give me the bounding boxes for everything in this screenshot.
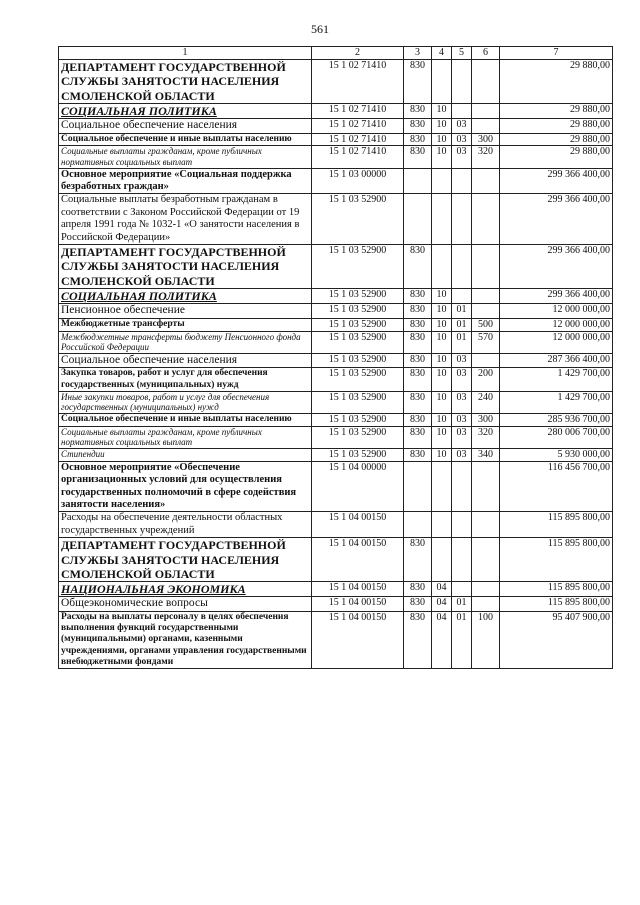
row-gr-cell: 830: [404, 368, 432, 391]
row-name-cell: Основное мероприятие «Обеспечение организационных условий для осуществления государственных полномочий в сфере содействия занятости населения»: [59, 461, 312, 512]
row-rz-cell: 10: [432, 289, 452, 304]
row-pr-cell: [452, 538, 472, 582]
row-vr-cell: [472, 244, 500, 288]
row-gr-cell: 830: [404, 597, 432, 612]
row-sum-cell: 29 880,00: [500, 103, 613, 118]
row-name-cell: СОЦИАЛЬНАЯ ПОЛИТИКА: [59, 289, 312, 304]
row-vr-cell: 570: [472, 331, 500, 353]
table-row: [59, 582, 613, 597]
row-code-cell: 15 1 02 71410: [312, 146, 404, 168]
table-row: [59, 168, 613, 194]
row-rz-cell: 04: [432, 612, 452, 669]
table-row: [59, 391, 613, 413]
row-vr-cell: [472, 461, 500, 512]
row-vr-cell: [472, 194, 500, 245]
table-row: [59, 538, 613, 582]
row-sum-cell: 1 429 700,00: [500, 368, 613, 391]
row-sum-cell: 299 366 400,00: [500, 289, 613, 304]
table-row: [59, 512, 613, 538]
row-code-cell: 15 1 02 71410: [312, 119, 404, 134]
row-rz-cell: 10: [432, 119, 452, 134]
table-row: [59, 146, 613, 168]
row-sum-cell: 1 429 700,00: [500, 391, 613, 413]
row-vr-cell: [472, 168, 500, 194]
row-code-cell: 15 1 04 00000: [312, 461, 404, 512]
row-sum-cell: 29 880,00: [500, 146, 613, 168]
table-row: [59, 194, 613, 245]
row-rz-cell: 10: [432, 304, 452, 319]
table-row: [59, 353, 613, 368]
row-pr-cell: 01: [452, 304, 472, 319]
row-vr-cell: 240: [472, 391, 500, 413]
row-rz-cell: 10: [432, 318, 452, 331]
row-pr-cell: [452, 512, 472, 538]
row-rz-cell: [432, 168, 452, 194]
row-pr-cell: 03: [452, 426, 472, 448]
row-sum-cell: 29 880,00: [500, 119, 613, 134]
row-vr-cell: [472, 304, 500, 319]
column-header: 2: [312, 47, 404, 60]
table-row: [59, 289, 613, 304]
row-gr-cell: 830: [404, 331, 432, 353]
row-code-cell: 15 1 03 52900: [312, 391, 404, 413]
row-code-cell: 15 1 03 52900: [312, 318, 404, 331]
row-gr-cell: 830: [404, 414, 432, 427]
row-rz-cell: 10: [432, 353, 452, 368]
row-code-cell: 15 1 04 00150: [312, 597, 404, 612]
row-pr-cell: 03: [452, 133, 472, 146]
row-pr-cell: [452, 194, 472, 245]
row-name-cell: Пенсионное обеспечение: [59, 304, 312, 319]
column-header: 7: [500, 47, 613, 60]
row-name-cell: Закупка товаров, работ и услуг для обеспечения государственных (муниципальных) нужд: [59, 368, 312, 391]
row-rz-cell: 10: [432, 426, 452, 448]
row-gr-cell: 830: [404, 318, 432, 331]
row-code-cell: 15 1 03 52900: [312, 414, 404, 427]
table-row: [59, 449, 613, 462]
row-code-cell: 15 1 04 00150: [312, 612, 404, 669]
row-code-cell: 15 1 03 52900: [312, 244, 404, 288]
row-rz-cell: [432, 461, 452, 512]
row-name-cell: Общеэкономические вопросы: [59, 597, 312, 612]
table-row: [59, 461, 613, 512]
row-sum-cell: 29 880,00: [500, 133, 613, 146]
row-code-cell: 15 1 03 52900: [312, 289, 404, 304]
page-number: 561: [311, 22, 329, 36]
row-code-cell: 15 1 03 52900: [312, 304, 404, 319]
row-pr-cell: [452, 103, 472, 118]
row-sum-cell: 5 930 000,00: [500, 449, 613, 462]
row-pr-cell: [452, 289, 472, 304]
row-vr-cell: 300: [472, 133, 500, 146]
row-name-cell: Социальные выплаты гражданам, кроме публичных нормативных социальных выплат: [59, 146, 312, 168]
row-gr-cell: 830: [404, 289, 432, 304]
column-header: 3: [404, 47, 432, 60]
row-rz-cell: 10: [432, 331, 452, 353]
row-name-cell: Расходы на обеспечение деятельности областных государственных учреждений: [59, 512, 312, 538]
row-sum-cell: 29 880,00: [500, 59, 613, 103]
row-pr-cell: 03: [452, 414, 472, 427]
row-code-cell: 15 1 04 00150: [312, 582, 404, 597]
row-gr-cell: 830: [404, 426, 432, 448]
row-gr-cell: [404, 168, 432, 194]
row-pr-cell: 03: [452, 146, 472, 168]
row-name-cell: Межбюджетные трансферты: [59, 318, 312, 331]
row-gr-cell: 830: [404, 103, 432, 118]
row-gr-cell: [404, 512, 432, 538]
row-rz-cell: 10: [432, 391, 452, 413]
row-code-cell: 15 1 04 00150: [312, 538, 404, 582]
row-gr-cell: 830: [404, 612, 432, 669]
row-rz-cell: 10: [432, 449, 452, 462]
row-vr-cell: [472, 289, 500, 304]
row-vr-cell: 320: [472, 426, 500, 448]
table-row: [59, 133, 613, 146]
row-name-cell: Расходы на выплаты персоналу в целях обеспечения выполнения функций государственными (муниципальными) органами, казенными учреждениями, органами управления государственными внебюджетными фондами: [59, 612, 312, 669]
column-header-row: [59, 47, 613, 60]
row-sum-cell: 280 006 700,00: [500, 426, 613, 448]
row-vr-cell: [472, 353, 500, 368]
row-sum-cell: 299 366 400,00: [500, 244, 613, 288]
table-row: [59, 612, 613, 669]
row-gr-cell: 830: [404, 304, 432, 319]
row-sum-cell: 95 407 900,00: [500, 612, 613, 669]
row-code-cell: 15 1 03 52900: [312, 194, 404, 245]
column-header: 1: [59, 47, 312, 60]
row-vr-cell: [472, 512, 500, 538]
row-gr-cell: 830: [404, 538, 432, 582]
row-pr-cell: 03: [452, 119, 472, 134]
row-name-cell: Социальное обеспечение населения: [59, 353, 312, 368]
row-rz-cell: [432, 194, 452, 245]
row-pr-cell: 01: [452, 612, 472, 669]
row-code-cell: 15 1 02 71410: [312, 59, 404, 103]
row-rz-cell: 04: [432, 597, 452, 612]
row-gr-cell: 830: [404, 119, 432, 134]
table-row: [59, 331, 613, 353]
row-vr-cell: [472, 597, 500, 612]
column-header: 5: [452, 47, 472, 60]
row-rz-cell: 10: [432, 133, 452, 146]
table-row: [59, 318, 613, 331]
row-name-cell: Социальное обеспечение и иные выплаты населению: [59, 133, 312, 146]
row-pr-cell: 03: [452, 368, 472, 391]
row-rz-cell: 10: [432, 368, 452, 391]
table-row: [59, 426, 613, 448]
row-code-cell: 15 1 03 52900: [312, 331, 404, 353]
row-name-cell: Социальное обеспечение населения: [59, 119, 312, 134]
row-name-cell: Социальные выплаты безработным гражданам в соответствии с Законом Российской Федерации от 19 апреля 1991 года № 1032-1 «О занятости населения в Российской Федерации»: [59, 194, 312, 245]
row-pr-cell: 03: [452, 449, 472, 462]
row-name-cell: СОЦИАЛЬНАЯ ПОЛИТИКА: [59, 103, 312, 118]
column-header: 4: [432, 47, 452, 60]
row-vr-cell: 340: [472, 449, 500, 462]
row-vr-cell: 300: [472, 414, 500, 427]
row-code-cell: 15 1 02 71410: [312, 103, 404, 118]
row-pr-cell: 03: [452, 353, 472, 368]
budget-table: [58, 46, 613, 669]
row-vr-cell: 100: [472, 612, 500, 669]
row-vr-cell: [472, 582, 500, 597]
row-rz-cell: 10: [432, 103, 452, 118]
row-gr-cell: 830: [404, 391, 432, 413]
row-name-cell: НАЦИОНАЛЬНАЯ ЭКОНОМИКА: [59, 582, 312, 597]
row-rz-cell: 04: [432, 582, 452, 597]
row-name-cell: Социальное обеспечение и иные выплаты населению: [59, 414, 312, 427]
row-sum-cell: 115 895 800,00: [500, 597, 613, 612]
row-gr-cell: 830: [404, 353, 432, 368]
row-vr-cell: [472, 59, 500, 103]
row-pr-cell: 01: [452, 597, 472, 612]
row-gr-cell: 830: [404, 244, 432, 288]
row-name-cell: Социальные выплаты гражданам, кроме публичных нормативных социальных выплат: [59, 426, 312, 448]
table-row: [59, 103, 613, 118]
row-sum-cell: 12 000 000,00: [500, 331, 613, 353]
table-row: [59, 59, 613, 103]
column-header: 6: [472, 47, 500, 60]
row-pr-cell: [452, 59, 472, 103]
row-gr-cell: [404, 461, 432, 512]
row-gr-cell: 830: [404, 582, 432, 597]
row-sum-cell: 285 936 700,00: [500, 414, 613, 427]
row-rz-cell: [432, 244, 452, 288]
row-vr-cell: 500: [472, 318, 500, 331]
row-code-cell: 15 1 03 52900: [312, 353, 404, 368]
row-gr-cell: 830: [404, 146, 432, 168]
row-sum-cell: 287 366 400,00: [500, 353, 613, 368]
row-pr-cell: 03: [452, 391, 472, 413]
row-pr-cell: [452, 244, 472, 288]
row-code-cell: 15 1 04 00150: [312, 512, 404, 538]
row-vr-cell: [472, 119, 500, 134]
row-vr-cell: [472, 103, 500, 118]
row-pr-cell: [452, 582, 472, 597]
row-name-cell: Стипендии: [59, 449, 312, 462]
row-pr-cell: 01: [452, 331, 472, 353]
row-sum-cell: 12 000 000,00: [500, 304, 613, 319]
row-gr-cell: 830: [404, 59, 432, 103]
row-name-cell: ДЕПАРТАМЕНТ ГОСУДАРСТВЕННОЙ СЛУЖБЫ ЗАНЯТОСТИ НАСЕЛЕНИЯ СМОЛЕНСКОЙ ОБЛАСТИ: [59, 244, 312, 288]
row-code-cell: 15 1 03 52900: [312, 368, 404, 391]
row-code-cell: 15 1 03 00000: [312, 168, 404, 194]
table-row: [59, 304, 613, 319]
row-sum-cell: 299 366 400,00: [500, 168, 613, 194]
row-rz-cell: [432, 512, 452, 538]
row-gr-cell: [404, 194, 432, 245]
table-row: [59, 244, 613, 288]
row-vr-cell: 320: [472, 146, 500, 168]
row-name-cell: Иные закупки товаров, работ и услуг для обеспечения государственных (муниципальных) нужд: [59, 391, 312, 413]
table-row: [59, 368, 613, 391]
row-vr-cell: [472, 538, 500, 582]
row-gr-cell: 830: [404, 449, 432, 462]
row-sum-cell: 12 000 000,00: [500, 318, 613, 331]
row-name-cell: ДЕПАРТАМЕНТ ГОСУДАРСТВЕННОЙ СЛУЖБЫ ЗАНЯТОСТИ НАСЕЛЕНИЯ СМОЛЕНСКОЙ ОБЛАСТИ: [59, 59, 312, 103]
table-row: [59, 119, 613, 134]
row-code-cell: 15 1 03 52900: [312, 426, 404, 448]
row-sum-cell: 299 366 400,00: [500, 194, 613, 245]
row-sum-cell: 115 895 800,00: [500, 512, 613, 538]
row-sum-cell: 115 895 800,00: [500, 538, 613, 582]
row-rz-cell: [432, 538, 452, 582]
row-pr-cell: [452, 461, 472, 512]
row-rz-cell: [432, 59, 452, 103]
row-code-cell: 15 1 02 71410: [312, 133, 404, 146]
row-rz-cell: 10: [432, 414, 452, 427]
row-vr-cell: 200: [472, 368, 500, 391]
row-name-cell: Основное мероприятие «Социальная поддержка безработных граждан»: [59, 168, 312, 194]
row-sum-cell: 115 895 800,00: [500, 582, 613, 597]
row-sum-cell: 116 456 700,00: [500, 461, 613, 512]
row-pr-cell: 01: [452, 318, 472, 331]
table-row: [59, 414, 613, 427]
row-gr-cell: 830: [404, 133, 432, 146]
table-row: [59, 597, 613, 612]
row-code-cell: 15 1 03 52900: [312, 449, 404, 462]
row-rz-cell: 10: [432, 146, 452, 168]
row-name-cell: Межбюджетные трансферты бюджету Пенсионного фонда Российской Федерации: [59, 331, 312, 353]
row-name-cell: ДЕПАРТАМЕНТ ГОСУДАРСТВЕННОЙ СЛУЖБЫ ЗАНЯТОСТИ НАСЕЛЕНИЯ СМОЛЕНСКОЙ ОБЛАСТИ: [59, 538, 312, 582]
row-pr-cell: [452, 168, 472, 194]
